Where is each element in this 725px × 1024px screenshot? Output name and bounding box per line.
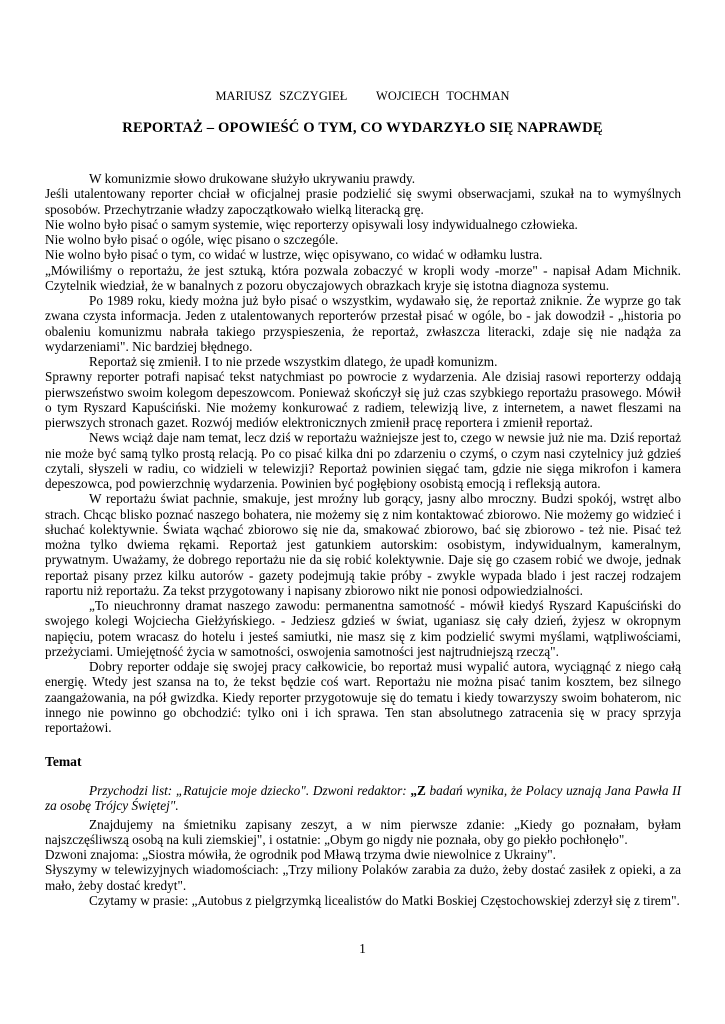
- paragraph: Czytamy w prasie: „Autobus z pielgrzymką licealistów do Matki Boskiej Częstochowskiej zderzył się z tirem".: [89, 892, 680, 908]
- paragraph: Sprawny reporter potrafi napisać tekst natychmiast po powrocie z wydarzenia. Ale dzisiaj rasowi reporterzy oddają pierwszeństwo swoim kolegom depeszowcom. Ponieważ skończył się już czas szybkiego reportażu prasowego. Mówił o tym Ryszard Kapuściński. Nie możemy konkurować z radiem, telewizją live, z internetem, a nawet fleszami na pierwszych stronach gazet. Rozwój mediów elektronicznych zmienił pracę reportera i zmienił reportaż.: [45, 369, 681, 430]
- lead-italic-rest: badań wynika, że Polacy uznają Jana Pawła II za osobę Trójcy Świętej".: [45, 783, 682, 814]
- paragraph: Znajdujemy na śmietniku zapisany zeszyt, a w nim pierwsze zdanie: „Kiedy go poznałam, byłam najszczęśliwszą osobą na kuli ziemskiej", i ostatnie: „Obym go nigdy nie poznała, oby go piekło pochłonęło".: [45, 816, 681, 847]
- paragraph: Po 1989 roku, kiedy można już było pisać o wszystkim, wydawało się, że reportaż zniknie. Że wyprze go tak zwana czysta informacja. Jeden z utalentowanych reporterów przestał pisać w ogóle, bo - jak dowodził - „historia po obaleniu komunizmu nabrała takiego przyspieszenia, że reportaż, zwłaszcza literacki, zdaje się nie nadąża za wydarzeniami". Nic bardziej błędnego.: [45, 293, 681, 354]
- paragraph: Dobry reporter oddaje się swojej pracy całkowicie, bo reportaż musi wypalić autora, wyciągnąć z niego całą energię. Wtedy jest szansa na to, że tekst będzie coś wart. Reportażu nie można pisać tanim kosztem, bez silnego zaangażowania, na pół gwizdka. Kiedy reporter przygotowuje się do tematu i kiedy towarzyszy swoim bohaterom, nic innego nie powinno go obchodzić: tylko oni i ich sprawa. Ten stan absolutnego zatracenia się w pracy sprzyja reportażowi.: [45, 659, 681, 735]
- paragraph: Jeśli utalentowany reporter chciał w oficjalnej prasie podzielić się swymi obserwacjami, szukał na to wymyślnych sposobów. Przechytrzanie władzy zapoczątkowało wielką literacką grę.: [45, 186, 681, 217]
- paragraph: Słyszymy w telewizyjnych wiadomościach: „Trzy miliony Polaków zarabia za dużo, żeby dostać zasiłek z opieki, a za mało, żeby dostać kredyt".: [45, 862, 681, 893]
- page-number: 1: [359, 941, 366, 956]
- lead-italic: Przychodzi list: „Ratujcie moje dziecko". Dzwoni redaktor:: [89, 783, 411, 798]
- authors-line: MARIUSZ SZCZYGIEŁ WOJCIECH TOCHMAN: [215, 89, 510, 103]
- section-heading: Temat: [45, 754, 82, 769]
- lead-paragraph: [45, 783, 681, 814]
- lead-bold: „Z: [410, 783, 426, 798]
- paragraph: Nie wolno było pisać o tym, co widać w lustrze, więc opisywano, co widać w odłamku lustra.: [45, 247, 543, 263]
- paragraph: W komunizmie słowo drukowane służyło ukrywaniu prawdy.: [89, 171, 416, 186]
- paragraph: W reportażu świat pachnie, smakuje, jest mroźny lub gorący, jasny albo mroczny. Budzi spokój, wstręt albo strach. Chcąc blisko poznać naszego bohatera, nie możemy się z nim kontaktować zbiorowo. Nie możemy go widzieć i słuchać kolektywnie. Świata wąchać zbiorowo się nie da, smakować zbiorowo, bać się zbiorowo - też nie. Pisać też można tylko dwiema rękami. Reportaż jest gatunkiem autorskim: osobistym, indywidualnym, kameralnym, prywatnym. Uważamy, że dobrego reportażu nie da się robić kolektywnie. Daje się go czasem robić we dwoje, jednak reportaż pisany przez kilku autorów - gazety podejmują takie próby - zwykle wypada blado i jest raczej rodzajem raportu niż reportażu. Za tekst przygotowany i napisany zbiorowo nikt nie ponosi odpowiedzialności.: [45, 491, 681, 598]
- paragraph: Nie wolno było pisać o samym systemie, więc reporterzy opisywali losy indywidualnego człowieka.: [45, 216, 578, 232]
- paragraph: Dzwoni znajoma: „Siostra mówiła, że ogrodnik pod Mławą trzyma dwie niewolnice z Ukrainy".: [45, 847, 556, 862]
- paragraph: News wciąż daje nam temat, lecz dziś w reportażu ważniejsze jest to, czego w newsie już nie ma. Dziś reportaż nie może być samą tylko prostą relacją. Po co pisać kilka dni po zdarzeniu o czymś, o czym nasi czytelnicy już gdzieś czytali, słyszeli w radiu, co widzieli w telewizji? Reportaż powinien sięgać tam, gdzie nie sięga mikrofon i kamera depeszowca, pod powierzchnię wydarzenia. Powinien być pogłębiony osobistą emocją i refleksją autora.: [45, 430, 681, 491]
- section-text: [45, 783, 681, 908]
- intro-text: [45, 171, 681, 735]
- document-title: REPORTAŻ – OPOWIEŚĆ O TYM, CO WYDARZYŁO SIĘ NAPRAWDĘ: [122, 120, 603, 136]
- paragraph: „To nieuchronny dramat naszego zawodu: permanentna samotność - mówił kiedyś Ryszard Kapuściński do swojego kolegi Wojciecha Giełżyńskiego. - Jedziesz gdzieś w świat, uganiasz się cały dzień, żyjesz w okropnym napięciu, potem wracasz do hotelu i jesteś samiutki, nie masz się z kim podzielić swymi myślami, wątpliwościami, przeżyciami. Umiejętność życia w samotności, oswojenia samotności jest najtrudniejszą rzeczą".: [45, 598, 681, 659]
- paragraph: Nie wolno było pisać o ogóle, więc pisano o szczególe.: [45, 232, 339, 247]
- paragraph: Reportaż się zmienił. I to nie przede wszystkim dlatego, że upadł komunizm.: [89, 354, 498, 369]
- paragraph: „Mówiliśmy o reportażu, że jest sztuką, która pozwala zobaczyć w kropli wody -morze" - napisał Adam Michnik. Czytelnik wiedział, że w banalnych z pozoru obyczajowych obrazkach kryje się istotna diagnoza systemu.: [45, 262, 681, 293]
